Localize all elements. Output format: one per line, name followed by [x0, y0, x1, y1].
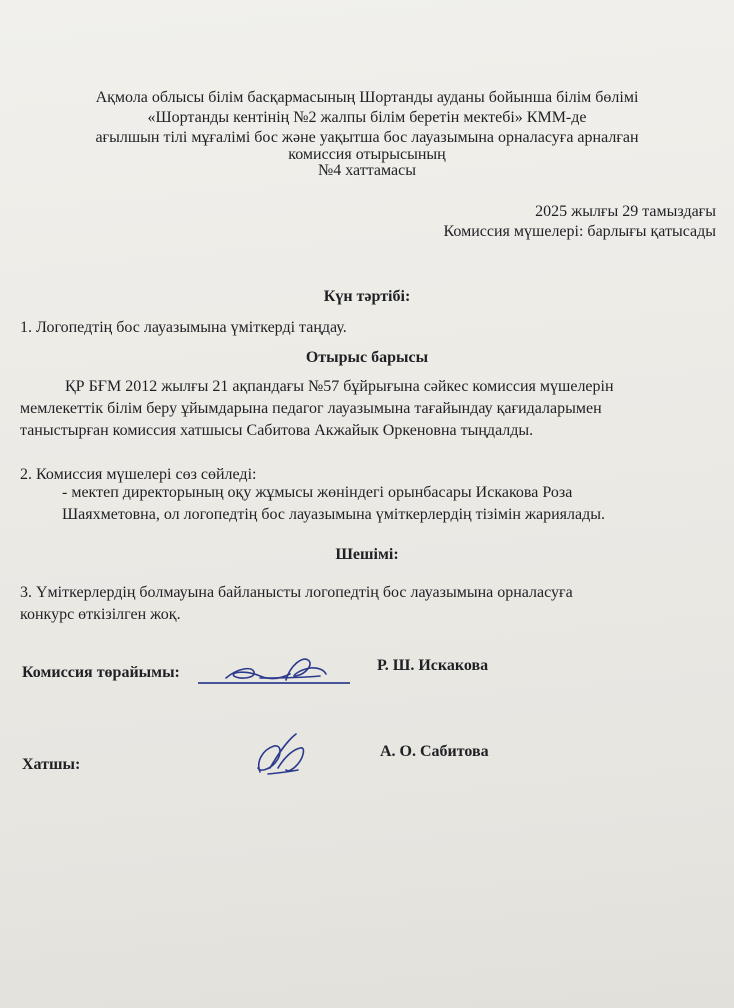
proceedings-paragraph-line-3: таныстырған комиссия хатшысы Сабитова Акжайык Оркеновна тыңдалды.	[20, 422, 534, 439]
chair-label: Комиссия төрайымы:	[22, 664, 180, 681]
proceedings-heading: Отырыс барысы	[305, 349, 429, 366]
proceedings-item-2: 2. Комиссия мүшелері сөз сөйледі:	[20, 466, 257, 483]
speaker-line-2: Шаяхметовна, ол логопедтің бос лауазымына үміткерлердің тізімін жариялады.	[62, 506, 605, 523]
secretary-signature	[248, 728, 312, 780]
decision-heading: Шешімі:	[335, 546, 399, 563]
decision-line-2: конкурс өткізілген жоқ.	[20, 606, 181, 623]
proceedings-paragraph-line-2: мемлекеттік білім беру ұйымдарына педагог лауазымына тағайындау қағидаларымен	[20, 400, 602, 417]
proceedings-paragraph-line-1: ҚР БҒМ 2012 жылғы 21 ақпандағы №57 бұйрығына сәйкес комиссия мүшелерін	[65, 378, 614, 395]
protocol-number: №4 хаттамасы	[318, 162, 416, 179]
agenda-heading: Күн тәртібі:	[323, 288, 411, 305]
agenda-item-1: 1. Логопедтің бос лауазымына үміткерді таңдау.	[20, 319, 347, 336]
protocol-date: 2025 жылғы 29 тамыздағы	[535, 203, 716, 220]
header-line-1: Ақмола облысы білім басқармасының Шортанды ауданы бойынша білім бөлімі	[95, 89, 639, 106]
chair-name: Р. Ш. Искакова	[377, 657, 489, 674]
speaker-line-1: - мектеп директорының оқу жұмысы жөніндегі орынбасары Искакова Роза	[62, 484, 573, 501]
chair-signature	[220, 648, 330, 688]
header-line-4: комиссия отырысының	[288, 146, 446, 163]
header-line-2: «Шортанды кентінің №2 жалпы білім беретін мектебі» КММ-де	[147, 109, 587, 126]
secretary-name: А. О. Сабитова	[380, 743, 489, 760]
attendance-note: Комиссия мүшелері: барлығы қатысады	[443, 223, 716, 240]
decision-line-1: 3. Үміткерлердің болмауына байланысты логопедтің бос лауазымына орналасуға	[20, 584, 573, 601]
secretary-label: Хатшы:	[22, 756, 81, 773]
header-line-3: ағылшын тілі мұғалімі бос және уақытша бос лауазымына орналасуға арналған	[95, 129, 639, 146]
